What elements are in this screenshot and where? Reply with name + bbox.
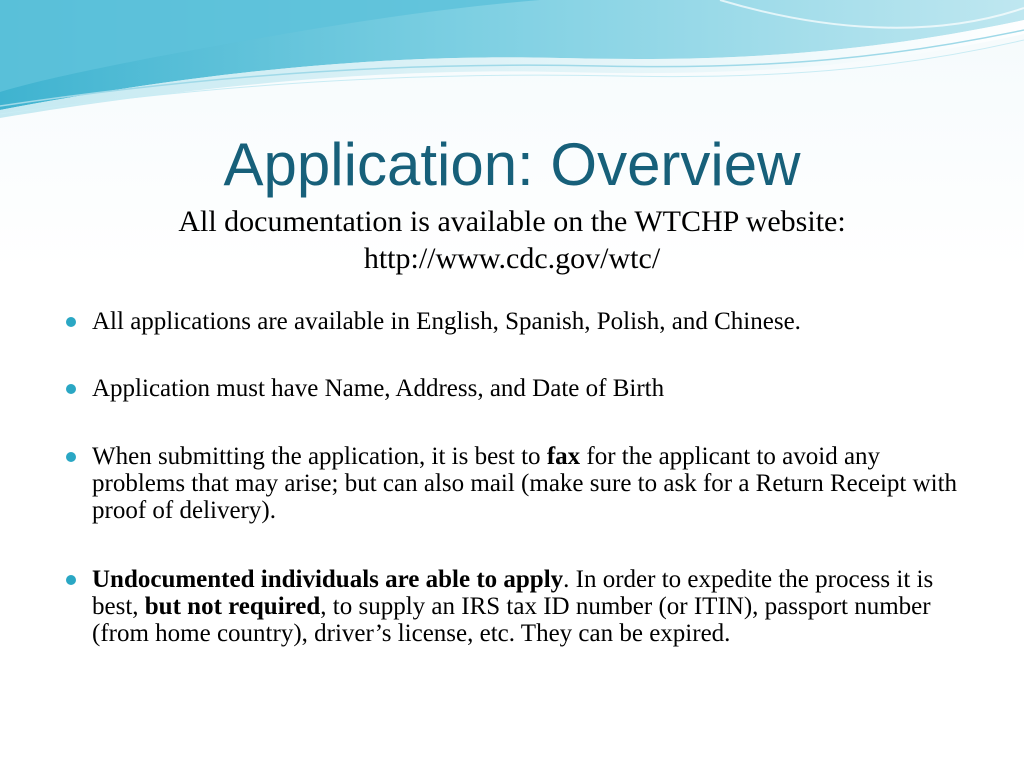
bullet-item-languages [64,308,964,335]
slide-subtitle [0,203,1024,277]
website-url: http://www.cdc.gov/wtc/ [363,242,661,275]
bullet-dot-icon [66,575,76,585]
bullet-dot-icon [66,452,76,462]
bullet-list [64,308,964,647]
subtitle-line: All documentation is available on the WTCHP website: [178,205,846,238]
bullet-text: . In order to expedite the process it is best, [92,566,934,620]
wave-header-decoration [0,0,1024,130]
bullet-text: When submitting the application, it is best to [92,443,547,470]
bullet-bold-text: Undocumented individuals are able to apply [92,566,564,593]
bullet-dot-icon [66,384,76,394]
bullet-item-required-fields [64,375,964,402]
bullet-item-submission [64,443,964,524]
bullet-text: All applications are available in English, Spanish, Polish, and Chinese. [92,308,801,335]
bullet-bold-text: but not required [144,593,321,620]
bullet-text: , to supply an IRS tax ID number (or ITIN), passport number (from home country), driver’s license, etc. They can be expired. [92,593,931,647]
bullet-item-undocumented [64,566,964,647]
bullet-dot-icon [66,317,76,327]
bullet-text: Application must have Name, Address, and Date of Birth [92,375,665,402]
bullet-text: for the applicant to avoid any problems that may arise; but can also mail (make sure to ask for a Return Receipt with proof of delivery). [92,443,958,524]
slide-title: Application: Overview [223,131,801,198]
bullet-bold-text: fax [546,443,581,470]
